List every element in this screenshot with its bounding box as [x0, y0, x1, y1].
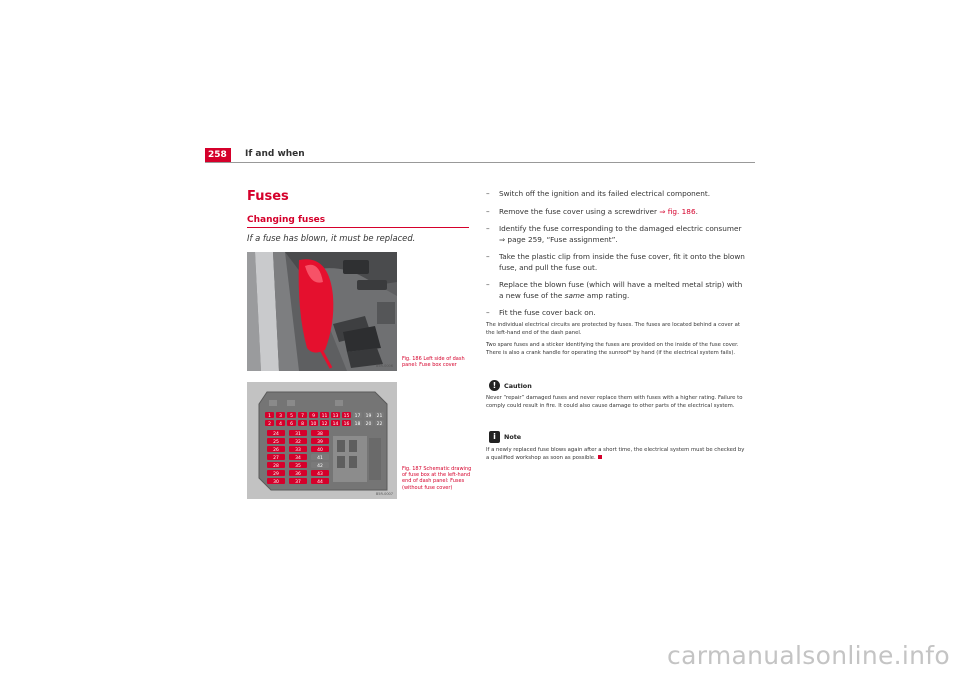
- svg-text:14: 14: [332, 421, 339, 427]
- fuse-25: [267, 438, 285, 445]
- fuse-33: [289, 446, 307, 453]
- svg-text:42: 42: [317, 463, 323, 469]
- svg-text:7: 7: [301, 413, 304, 419]
- fuse-6: [287, 420, 296, 427]
- step-item: – Take the plastic clip from inside the fuse cover, fit it onto the blown fuse, and pull the fuse out.: [486, 252, 745, 272]
- figure-caption: Fig. 187 Schematic drawing of fuse box at the left-hand end of dash panel: Fuses (without fuse cover): [402, 466, 472, 491]
- svg-text:33: 33: [295, 447, 301, 453]
- fuse-30: [267, 478, 285, 485]
- dash-panel-illustration: [247, 252, 397, 371]
- page-number: 258: [205, 148, 231, 163]
- svg-text:25: 25: [273, 439, 279, 445]
- note-heading: i Note: [489, 431, 521, 443]
- svg-text:36: 36: [295, 471, 301, 477]
- svg-text:6: 6: [290, 421, 293, 427]
- fuse-4: [276, 420, 285, 427]
- caution-heading: ! Caution: [489, 380, 532, 391]
- svg-text:26: 26: [273, 447, 279, 453]
- fuse-19: [364, 412, 373, 419]
- fuse-37: [289, 478, 307, 485]
- svg-text:41: 41: [317, 455, 323, 461]
- fuse-7: [298, 412, 307, 419]
- fuse-28: [267, 462, 285, 469]
- fuse-31: [289, 430, 307, 437]
- svg-text:2: 2: [268, 421, 271, 427]
- header-rule: [205, 162, 755, 163]
- fuse-36: [289, 470, 307, 477]
- svg-text:30: 30: [273, 479, 279, 485]
- fuse-29: [267, 470, 285, 477]
- fuse-10: [309, 420, 318, 427]
- svg-text:39: 39: [317, 439, 323, 445]
- svg-text:40: 40: [317, 447, 323, 453]
- fuse-2: [265, 420, 274, 427]
- fuse-38: [311, 430, 329, 437]
- running-head: If and when: [245, 149, 305, 159]
- svg-text:38: 38: [317, 431, 323, 437]
- fuse-24: [267, 430, 285, 437]
- fuse-13: [331, 412, 340, 419]
- fuse-41: [311, 454, 329, 461]
- fuse-3: [276, 412, 285, 419]
- svg-text:5: 5: [290, 413, 293, 419]
- svg-text:31: 31: [295, 431, 301, 437]
- svg-text:4: 4: [279, 421, 282, 427]
- svg-text:8: 8: [301, 421, 304, 427]
- fuse-box-diagram: [247, 382, 397, 499]
- figure-fuse-box: [247, 382, 397, 499]
- fuse-1: [265, 412, 274, 419]
- fuse-18: [353, 420, 362, 427]
- note-icon: i: [489, 431, 500, 443]
- svg-text:19: 19: [365, 413, 372, 419]
- end-of-section-icon: [598, 455, 602, 459]
- svg-text:20: 20: [365, 421, 372, 427]
- svg-text:13: 13: [332, 413, 339, 419]
- svg-text:22: 22: [376, 421, 383, 427]
- watermark: carmanualsonline.info: [667, 641, 950, 670]
- fuse-26: [267, 446, 285, 453]
- fuse-43: [311, 470, 329, 477]
- figure-code: B5R-0006: [375, 364, 393, 368]
- svg-text:34: 34: [295, 455, 301, 461]
- figure-link[interactable]: ⇒ fig. 186: [659, 206, 696, 216]
- fuse-20: [364, 420, 373, 427]
- note-text: If a newly replaced fuse blows again after a short time, the electrical system must be checked by a qualified workshop as soon as possible.: [486, 447, 745, 462]
- svg-text:12: 12: [321, 421, 328, 427]
- fuse-27: [267, 454, 285, 461]
- fuse-11: [320, 412, 329, 419]
- lead-text: If a fuse has blown, it must be replaced.: [247, 233, 416, 243]
- caution-icon: !: [489, 380, 500, 391]
- fuse-39: [311, 438, 329, 445]
- svg-text:29: 29: [273, 471, 279, 477]
- svg-text:10: 10: [310, 421, 317, 427]
- svg-text:21: 21: [376, 413, 383, 419]
- svg-text:35: 35: [295, 463, 301, 469]
- step-item: – Remove the fuse cover using a screwdriver ⇒ fig. 186.: [486, 206, 698, 216]
- figure-caption: Fig. 186 Left side of dash panel: Fuse box cover: [402, 356, 465, 369]
- figure-code: B5R-0007: [375, 492, 393, 496]
- svg-text:15: 15: [343, 413, 350, 419]
- step-item: – Replace the blown fuse (which will have a melted metal strip) with a new fuse of the same amp rating.: [486, 280, 743, 300]
- svg-text:43: 43: [317, 471, 323, 477]
- svg-text:44: 44: [317, 479, 323, 485]
- svg-text:1: 1: [268, 413, 271, 419]
- caution-text: Never “repair” damaged fuses and never replace them with fuses with a higher rating. Failure to comply could result in fire. It could also cause damage to other parts of the electrical system.: [486, 395, 743, 410]
- svg-text:18: 18: [354, 421, 361, 427]
- fuse-32: [289, 438, 307, 445]
- fuse-34: [289, 454, 307, 461]
- svg-text:16: 16: [343, 421, 350, 427]
- fuse-42: [311, 462, 329, 469]
- body-paragraph: Two spare fuses and a sticker identifying the fuses are provided on the inside of the fuse cover. There is also a crank handle for operating the sunroof* by hand (if the electrical system fails).: [486, 342, 739, 357]
- fuse-21: [375, 412, 384, 419]
- fuse-5: [287, 412, 296, 419]
- svg-text:37: 37: [295, 479, 301, 485]
- step-item: – Switch off the ignition and its failed electrical component.: [486, 189, 711, 198]
- figure-dash-panel: [247, 252, 397, 371]
- fuse-8: [298, 420, 307, 427]
- fuse-35: [289, 462, 307, 469]
- fuse-22: [375, 420, 384, 427]
- svg-text:3: 3: [279, 413, 282, 419]
- fuse-15: [342, 412, 351, 419]
- section-title: Fuses: [247, 189, 289, 204]
- svg-text:11: 11: [321, 413, 328, 419]
- fuse-44: [311, 478, 329, 485]
- fuse-9: [309, 412, 318, 419]
- svg-text:32: 32: [295, 439, 301, 445]
- svg-text:27: 27: [273, 455, 279, 461]
- fuse-17: [353, 412, 362, 419]
- fuse-40: [311, 446, 329, 453]
- fuse-16: [342, 420, 351, 427]
- body-paragraph: The individual electrical circuits are protected by fuses. The fuses are located behind a cover at the left-hand end of the dash panel.: [486, 322, 740, 337]
- svg-text:9: 9: [312, 413, 315, 419]
- svg-text:28: 28: [273, 463, 279, 469]
- step-item: – Fit the fuse cover back on.: [486, 308, 596, 317]
- instruction-steps: [486, 189, 746, 326]
- fuse-14: [331, 420, 340, 427]
- fuse-12: [320, 420, 329, 427]
- svg-text:17: 17: [354, 413, 361, 419]
- step-item: – Identify the fuse corresponding to the damaged electric consumer ⇒ page 259, “Fuse assignment”.: [486, 224, 742, 244]
- subsection-title: Changing fuses: [247, 215, 326, 225]
- svg-text:24: 24: [273, 431, 279, 437]
- subsection-rule: [247, 227, 469, 228]
